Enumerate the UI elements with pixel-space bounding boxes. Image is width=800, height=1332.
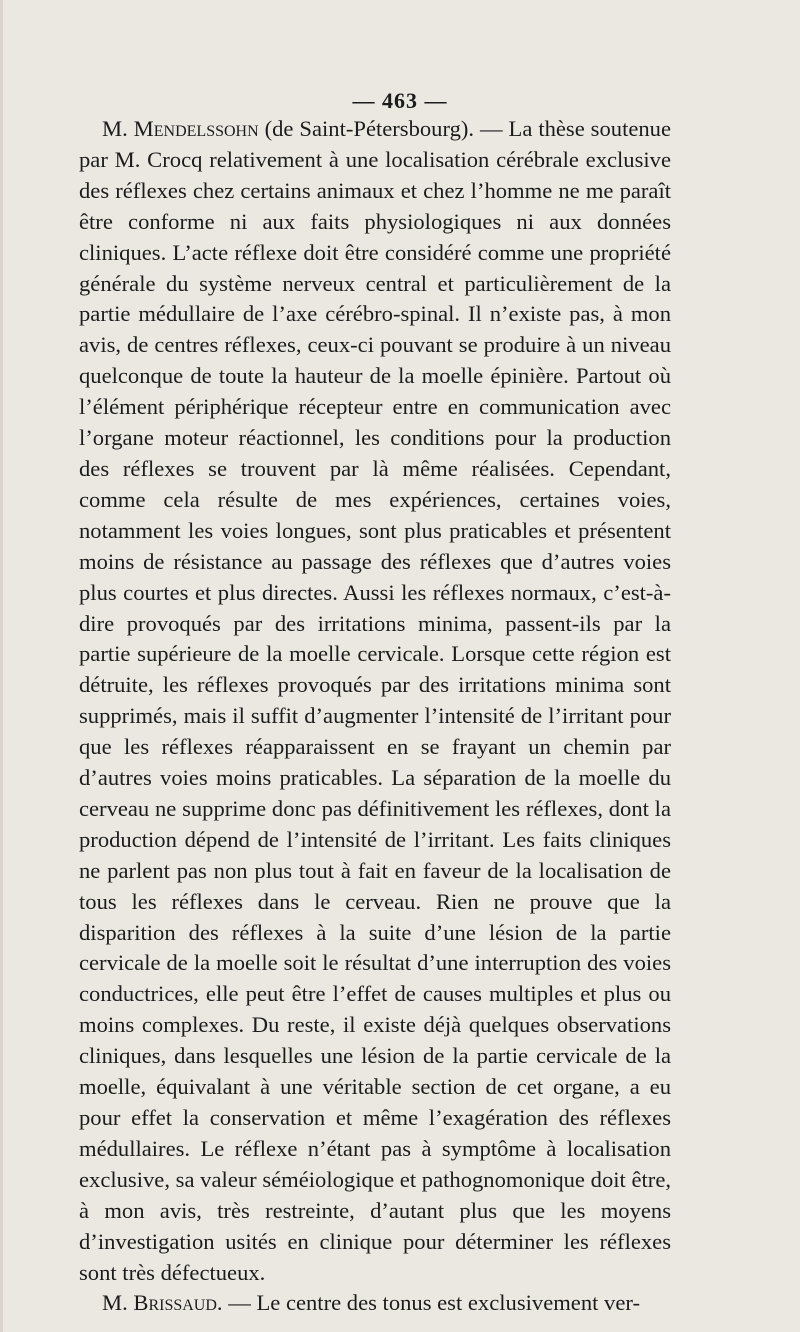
paragraph-text: (de Saint-Pétersbourg). — La thèse soutenue par M. Crocq relativement à une localisation cérébrale exclusive des réflexes chez certains animaux et chez l’homme ne me paraît être conforme ni aux faits physiologiques ni aux données cliniques. L’acte réflexe doit être considéré comme une propriété générale du système nerveux central et particulièrement de la partie médullaire de l’axe cérébro-spinal. Il n’existe pas, à mon avis, de centres réflexes, ceux-ci pouvant se produire à un niveau quelconque de toute la hauteur de la moelle épinière. Partout où l’élément périphérique récepteur entre en communication avec l’organe moteur réactionnel, les conditions pour la production des réflexes se trouvent par là même réalisées. Cependant, comme cela résulte de mes expériences, certaines voies, notamment les voies longues, sont plus praticables et présentent moins de résistance au passage des réflexes que d’autres voies plus courtes et plus directes. Aussi les réflexes normaux, c’est-à-dire provoqués par des irritations minima, passent-ils par la partie supérieure de la moelle cervicale. Lorsque cette région est détruite, les réflexes provoqués par des irritations minima sont supprimés, mais il suffit d’augmenter l’intensité de l’irritant pour que les réflexes réapparaissent en se frayant un chemin par d’autres voies moins praticables. La séparation de la moelle du cerveau ne supprime donc pas définitivement les réflexes, dont la production dépend de l’intensité de l’irritant. Les faits cliniques ne parlent pas non plus tout à fait en faveur de la localisation de tous les réflexes dans le cerveau. Rien ne prouve que la disparition des réflexes à la suite d’une lésion de la partie cervicale de la moelle soit le résultat d’une interruption des voies conductrices, elle peut être l’effet de causes multiples et plus ou moins complexes. Du reste, il existe déjà quelques observations cliniques, dans lesquelles une lésion de la partie cervicale de la moelle, équivalant à une véritable section de cet organe, a eu pour effet la conservation et même l’exagération des réflexes médullaires. Le réflexe n’étant pas à symptôme à localisation exclusive, sa valeur séméiologique et pathognomonique doit être, à mon avis, très restreinte, d’autant plus que les moyens d’investigation usités en clinique pour déterminer les réflexes sont très défectueux. xyxy=(79,116,671,1285)
paragraph-mendelssohn xyxy=(79,114,671,1288)
page-number: — 463 — xyxy=(352,88,448,113)
page-edge-shadow xyxy=(0,0,3,1332)
paragraph-text: — Le centre des tonus est exclusivement ver- xyxy=(222,1290,640,1316)
body-text xyxy=(79,114,671,1319)
speaker-name: M. Brissaud. xyxy=(102,1290,223,1316)
speaker-name: M. Mendelssohn xyxy=(102,116,259,141)
paragraph-brissaud xyxy=(79,1288,671,1319)
